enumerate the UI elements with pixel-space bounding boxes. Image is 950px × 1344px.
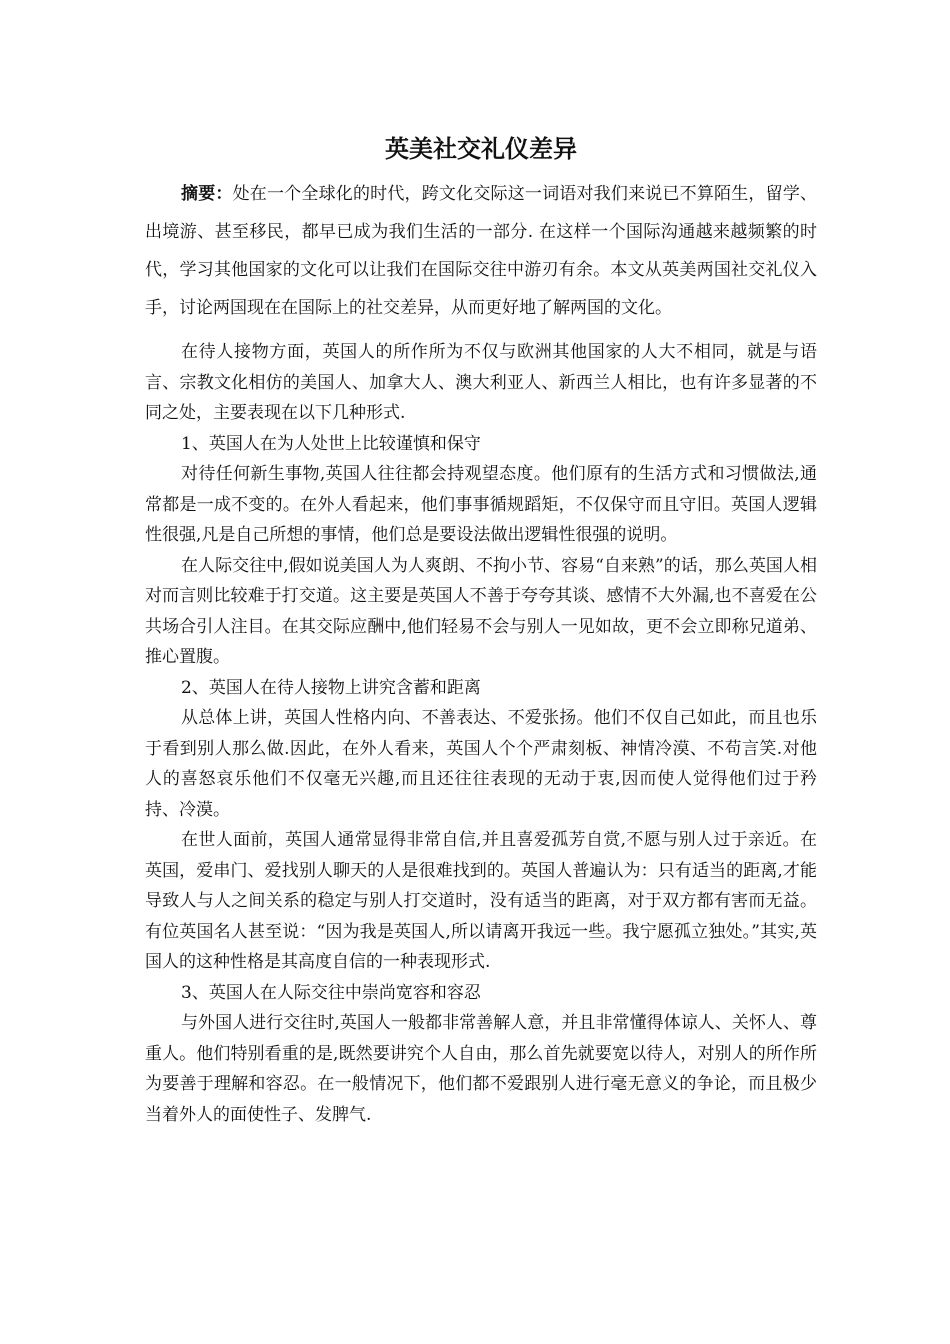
section-1-paragraph-2: 在人际交往中,假如说美国人为人爽朗、不拘小节、容易“自来熟”的话，那么英国人相对而言则比较难于打交道。这主要是英国人不善于夸夸其谈、感情不大外漏,也不喜爱在公共场合引人注目。在其交际应酬中,他们轻易不会与别人一见如故，更不会立即称兄道弟、推心置腹。 — [145, 555, 817, 667]
section-2-paragraph-2: 在世人面前，英国人通常显得非常自信,并且喜爱孤芳自赏,不愿与别人过于亲近。在英国，爱串门、爱找别人聊天的人是很难找到的。英国人普遍认为：只有适当的距离,才能导致人与人之间关系的稳定与别人打交道时，没有适当的距离，对于双方都有害而无益。有位英国名人甚至说：“因为我是英国人,所以请离开我远一些。我宁愿孤立独处。”其实,英国人的这种性格是其高度自信的一种表现形式. — [145, 830, 817, 972]
section-2-heading: 2、英国人在待人接物上讲究含蓄和距离 — [181, 677, 481, 698]
section-1-paragraph-1: 对待任何新生事物,英国人往往都会持观望态度。他们原有的生活方式和习惯做法,通常都是一成不变的。在外人看起来，他们事事循规蹈矩，不仅保守而且守旧。英国人逻辑性很强,凡是自己所想的事情，他们总是要设法做出逻辑性很强的说明。 — [145, 464, 817, 545]
abstract-text: 处在一个全球化的时代，跨文化交际这一词语对我们来说已不算陌生，留学、出境游、甚至移民，都早已成为我们生活的一部分. 在这样一个国际沟通越来越频繁的时代，学习其他国家的文化可以让我们在国际交往中游刃有余。本文从英美两国社交礼仪入手，讨论两国现在在国际上的社交差异，从而更好地了解两国的文化。 — [145, 184, 818, 318]
section-3-heading: 3、英国人在人际交往中崇尚宽容和容忍 — [181, 982, 481, 1003]
abstract-label: 摘要： — [181, 184, 233, 204]
section-1-heading: 1、英国人在为人处世上比较谨慎和保守 — [181, 433, 481, 454]
document-title: 英美社交礼仪差异 — [385, 134, 577, 163]
section-3-paragraph-1: 与外国人进行交往时,英国人一般都非常善解人意，并且非常懂得体谅人、关怀人、尊重人。他们特别看重的是,既然要讲究个人自由，那么首先就要宽以待人，对别人的所作所为要善于理解和容忍。在一般情况下，他们都不爱跟别人进行毫无意义的争论，而且极少当着外人的面使性子、发脾气. — [145, 1013, 817, 1125]
intro-paragraph: 在待人接物方面，英国人的所作所为不仅与欧洲其他国家的人大不相同，就是与语言、宗教文化相仿的美国人、加拿大人、澳大利亚人、新西兰人相比，也有许多显著的不同之处，主要表现在以下几种形式. — [145, 342, 817, 423]
document-body — [145, 131, 817, 1130]
section-2-paragraph-1: 从总体上讲，英国人性格内向、不善表达、不爱张扬。他们不仅自己如此，而且也乐于看到别人那么做.因此，在外人看来，英国人个个严肃刻板、神情冷漠、不苟言笑.对他人的喜怒哀乐他们不仅毫无兴趣,而且还往往表现的无动于衷,因而使人觉得他们过于矜持、冷漠。 — [145, 708, 817, 820]
abstract-paragraph — [145, 175, 817, 327]
